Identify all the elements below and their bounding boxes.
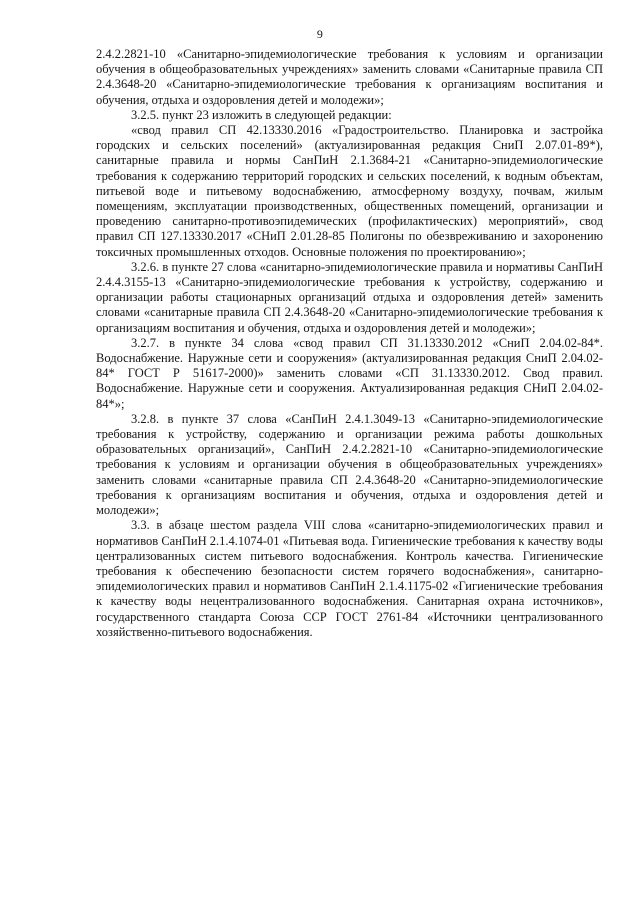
paragraph-3-2-6: 3.2.6. в пункте 27 слова «санитарно-эпидемиологические правила и нормативы СанПиН 2.4.4.3155-13 «Санитарно-эпидемиологические требования к устройству, содержанию и организации работы стационарных организаций отдыха и оздоровления детей» заменить словами «санитарные правила СП 2.4.3648-20 «Санитарно-эпидемиологические требования к организациям воспитания и обучения, отдыха и оздоровления детей и молодежи»; — [96, 259, 603, 335]
paragraph-3-2-8: 3.2.8. в пункте 37 слова «СанПиН 2.4.1.3049-13 «Санитарно-эпидемиологические требования к устройству, содержанию и организации режима работы дошкольных образовательных организаций», СанПиН 2.4.2.2821-10 «Санитарно-эпидемиологические требования к условиям и организации обучения в общеобразовательных учреждениях» заменить словами «санитарные правила СП 2.4.3648-20 «Санитарно-эпидемиологические требования к организациям воспитания и обучения, отдыха и оздоровления детей и молодежи»; — [96, 411, 603, 518]
paragraph-3-3: 3.3. в абзаце шестом раздела VIII слова «санитарно-эпидемиологических правил и нормативов СанПиН 2.1.4.1074-01 «Питьевая вода. Гигиенические требования к качеству воды централизованных систем питьевого водоснабжения. Контроль качества. Гигиенические требования к обеспечению безопасности систем горячего водоснабжения», санитарно-эпидемиологических правил и нормативов СанПиН 2.1.4.1175-02 «Гигиенические требования к качеству воды нецентрализованного водоснабжения. Санитарная охрана источников», государственного стандарта Союза ССР ГОСТ 2761-84 «Источники централизованного хозяйственно-питьевого водоснабжения. — [96, 518, 603, 639]
paragraph-3-2-5: 3.2.5. пункт 23 изложить в следующей редакции: — [131, 107, 392, 122]
paragraph-3-2-7: 3.2.7. в пункте 34 слова «свод правил СП 31.13330.2012 «СниП 2.04.02-84*. Водоснабжение. Наружные сети и сооружения» (актуализированная редакция СниП 2.04.02-84* ГОСТ Р 51617-2000)» заменить словами «СП 31.13330.2012. Свод правил. Водоснабжение. Наружные сети и сооружения. Актуализированная редакция СНиП 2.04.02-84*»; — [96, 335, 603, 411]
paragraph-continuation: 2.4.2.2821-10 «Санитарно-эпидемиологические требования к условиям и организации обучения в общеобразовательных учреждениях» заменить словами «Санитарные правила СП 2.4.3648-20 «Санитарно-эпидемиологические требования к организациям воспитания и обучения, отдыха и оздоровления детей и молодежи»; — [96, 47, 603, 107]
paragraph-3-2-5-text: «свод правил СП 42.13330.2016 «Градостроительство. Планировка и застройка городских и сельских поселений» (актуализированная редакция СниП 2.07.01-89*), санитарные правила и нормы СанПиН 2.1.3684-21 «Санитарно-эпидемиологические требования к содержанию территорий городских и сельских поселений, к водным объектам, питьевой воде и питьевому водоснабжению, атмосферному воздуху, почвам, жилым помещениям, эксплуатации производственных, общественных помещений, организации и проведению санитарно-противоэпидемических (профилактических) мероприятий», свод правил СП 127.13330.2017 «СНиП 2.01.28-85 Полигоны по обезвреживанию и захоронению токсичных промышленных отходов. Основные положения по проектированию»; — [96, 123, 603, 259]
document-body — [96, 47, 603, 640]
page-number: 9 — [316, 27, 324, 41]
